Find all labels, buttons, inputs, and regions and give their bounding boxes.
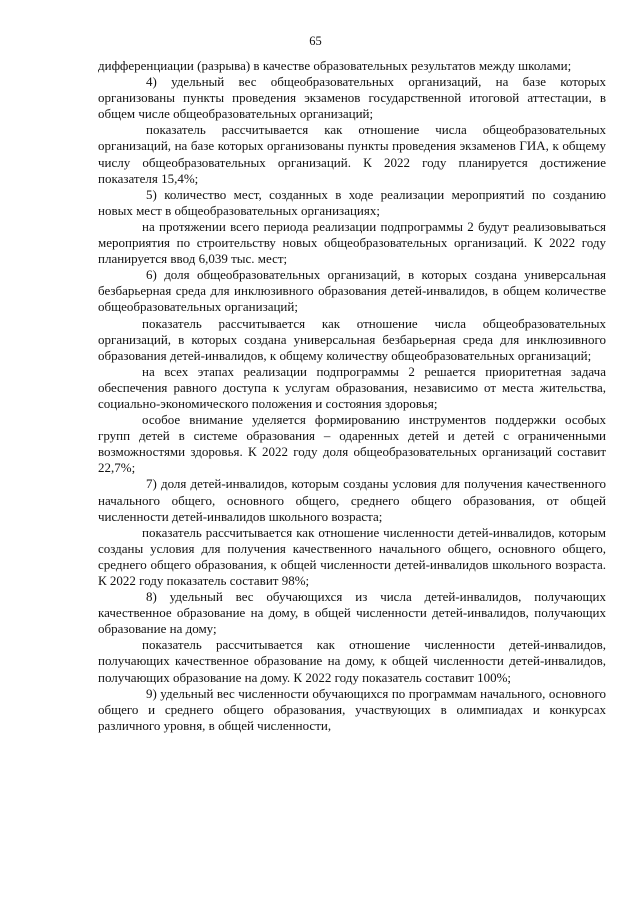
paragraph: на протяжении всего периода реализации подпрограммы 2 будут реализовываться мероприятия по строительству новых общеобразовательных организаций. К 2022 году планируется ввод 6,039 тыс. мест; bbox=[98, 218, 606, 267]
body-text bbox=[98, 58, 606, 734]
paragraph: 9) удельный вес численности обучающихся по программам начального, основного общего и среднего общего образования, участвующих в олимпиадах и конкурсах различного уровня, в общей численности, bbox=[98, 685, 606, 733]
page-number: 65 bbox=[309, 34, 322, 48]
paragraph: показатель рассчитывается как отношение числа общеобразовательных организаций, на базе которых организованы пункты проведения экзаменов ГИА, к общему числу общеобразовательных организаций. К 2022 году планируется достижение показателя 15,4%; bbox=[98, 122, 606, 186]
paragraph: 4) удельный вес общеобразовательных организаций, на базе которых организованы пункты проведения экзаменов государственной итоговой аттестации, в общем числе общеобразовательных организаций; bbox=[98, 74, 606, 122]
paragraph: дифференциации (разрыва) в качестве образовательных результатов между школами; bbox=[98, 58, 572, 73]
paragraph: 5) количество мест, созданных в ходе реализации мероприятий по созданию новых мест в общеобразовательных организациях; bbox=[98, 186, 606, 218]
paragraph: 6) доля общеобразовательных организаций, в которых создана универсальная безбарьерная среда для инклюзивного образования детей-инвалидов, в общем количестве общеобразовательных организаций; bbox=[98, 267, 606, 315]
paragraph: 7) доля детей-инвалидов, которым созданы условия для получения качественного начального общего, основного общего, среднего общего образования, от общей численности детей-инвалидов школьного возраста; bbox=[98, 476, 606, 524]
paragraph: на всех этапах реализации подпрограммы 2 решается приоритетная задача обеспечения равного доступа к услугам образования, независимо от места жительства, социально-экономического положения и состояния здоровья; bbox=[98, 363, 606, 411]
paragraph: особое внимание уделяется формированию инструментов поддержки особых групп детей в системе образования – одаренных детей и детей с ограниченными возможностями здоровья. К 2022 году доля общеобразовательных организаций составит 22,7%; bbox=[98, 412, 606, 476]
paragraph: показатель рассчитывается как отношение численности детей-инвалидов, получающих качественное образование на дому, к общей численности детей-инвалидов, получающих образование на дому. К 2022 году показатель составит 100%; bbox=[98, 637, 606, 685]
paragraph: 8) удельный вес обучающихся из числа детей-инвалидов, получающих качественное образование на дому, в общей численности детей-инвалидов, получающих образование на дому; bbox=[98, 589, 606, 637]
paragraph: показатель рассчитывается как отношение численности детей-инвалидов, которым созданы условия для получения качественного начального общего, основного общего, среднего общего образования, к общей численности детей-инвалидов школьного возраста. К 2022 году показатель составит 98%; bbox=[98, 524, 606, 588]
paragraph: показатель рассчитывается как отношение числа общеобразовательных организаций, в которых создана универсальная безбарьерная среда для инклюзивного образования детей-инвалидов, к общему количеству общеобразовательных организаций; bbox=[98, 315, 606, 363]
